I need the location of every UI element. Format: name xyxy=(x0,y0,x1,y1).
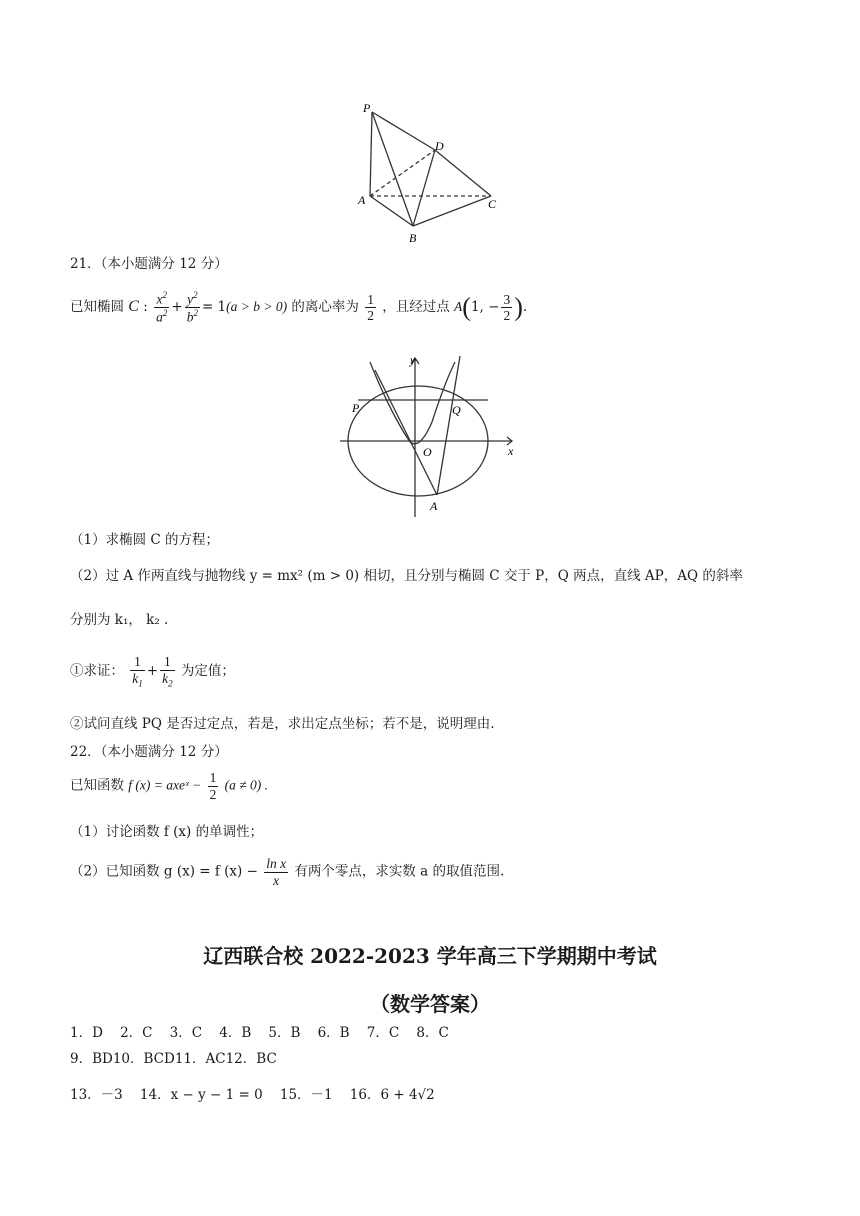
g-numerator: ln x xyxy=(266,856,287,871)
q21-part1: （1）求椭圆 C 的方程； xyxy=(70,532,220,548)
fig1-label-p: P xyxy=(363,101,371,115)
fig2-label-x: x xyxy=(508,444,514,458)
fig2-label-y: y xyxy=(410,353,416,367)
q21-part2: （2）过 A 作两直线与抛物线 y = mx² (m > 0) 相切，且分别与椭圆 C 交于 P，Q 两点，直线 AP，AQ 的斜率 xyxy=(70,568,743,584)
point-a-numerator: 3 xyxy=(503,291,511,307)
tetrahedron-figure xyxy=(355,98,505,246)
g-denominator: x xyxy=(273,872,280,888)
q21-sub1: ①求证： $\frac{1}{k_1}$ + $\frac{1}{k_2}$ 为定值； xyxy=(70,654,235,689)
q21-intro-pass: ，且经过点 xyxy=(382,299,450,316)
fig1-label-b: B xyxy=(409,231,417,245)
ellipse-name: C xyxy=(128,298,139,316)
ellipse-parabola-figure xyxy=(340,352,520,520)
fig1-label-d: D xyxy=(435,139,444,153)
answer-title: 辽西联合校 2022-2023 学年高三下学期期中考试 xyxy=(203,944,657,968)
eccentricity-numerator: 1 xyxy=(367,291,374,307)
answer-subtitle: （数学答案） xyxy=(370,992,490,1016)
answers-row-3: 13．－3 14．x − y − 1 = 0 15．－1 16．6 + 4√2 xyxy=(70,1087,435,1103)
q22-part1: （1）讨论函数 f (x) 的单调性； xyxy=(70,824,264,840)
q22-part2-suffix: 有两个零点，求实数 a 的取值范围. xyxy=(294,863,505,880)
q21-intro-prefix: 已知椭圆 xyxy=(70,299,124,316)
point-a-x: 1, − xyxy=(470,299,500,316)
q22-intro-prefix: 已知函数 xyxy=(70,777,124,794)
q22-part2-prefix: （2）已知函数 g (x) = f (x) − xyxy=(70,863,258,880)
q21-sub2: ②试问直线 PQ 是否过定点，若是，求出定点坐标；若不是，说明理由. xyxy=(70,716,495,732)
q22-header: 22．（本小题满分 12 分） xyxy=(70,744,228,760)
q22-intro xyxy=(70,770,268,802)
q21-header: 21．（本小题满分 12 分） xyxy=(70,256,228,272)
f-denominator: 2 xyxy=(209,786,217,802)
point-a-name: A xyxy=(454,299,463,315)
fig2-label-o: O xyxy=(423,445,432,459)
eccentricity-denominator: 2 xyxy=(367,308,374,324)
fig2-label-p: P xyxy=(352,401,360,415)
function-f-definition: f (x) = axeˣ − xyxy=(128,777,202,793)
ellipse-condition: (a > b > 0) xyxy=(226,299,288,315)
function-f-condition: (a ≠ 0) . xyxy=(224,777,269,793)
q21-intro-mid: 的离心率为 xyxy=(291,299,359,316)
q22-part2 xyxy=(70,856,504,888)
answers-row-1: 1．D 2．C 3．C 4．B 5．B 6．B 7．C 8．C xyxy=(70,1025,449,1041)
f-numerator: 1 xyxy=(209,770,217,785)
q21-intro: 已知椭圆 C : $\frac{x^2}{a^2}$ + $\frac{y^2}{b^2}$ = 1(a > b > 0) 的离心率为 $\frac{1}{2}$ ，且经过点 A(1, − $\frac{3}{2}$ ). xyxy=(70,290,528,325)
point-a-denominator: 2 xyxy=(503,308,511,324)
fig2-label-q: Q xyxy=(452,403,461,417)
q21-part2-cont: 分别为 k₁， k₂ . xyxy=(70,612,169,628)
fig1-label-a: A xyxy=(358,193,366,207)
q21-sub1-suffix: 为定值； xyxy=(180,662,235,679)
fig1-label-c: C xyxy=(488,197,497,211)
q21-sub1-prefix: ①求证： xyxy=(70,662,124,679)
answers-row-2: 9．BD10．BCD11．AC12．BC xyxy=(70,1051,277,1067)
fig2-label-a: A xyxy=(430,499,438,513)
